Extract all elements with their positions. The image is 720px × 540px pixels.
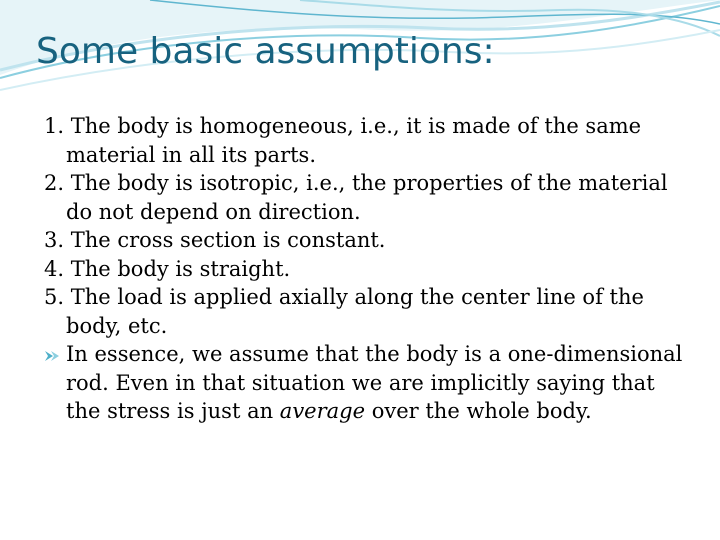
bullet-text-before: In essence, we assume that the body is a one-dimensional rod. Even in that situation we are implicitly saying that the stress is just an — [66, 342, 683, 423]
list-item-4 — [44, 255, 684, 284]
bullet-text-after: over the whole body. — [365, 399, 592, 423]
item-number: 2. — [44, 171, 65, 195]
list-item-3 — [44, 226, 684, 255]
item-text: The body is homogeneous, i.e., it is made of the same material in all its parts. — [66, 114, 642, 167]
item-text: The body is straight. — [70, 256, 291, 281]
item-text: The body is isotropic, i.e., the properties of the material do not depend on direction. — [66, 171, 668, 224]
list-item-5 — [44, 283, 684, 340]
item-text: The cross section is constant. — [70, 228, 386, 252]
item-text: The load is applied axially along the center line of the body, etc. — [66, 285, 644, 338]
item-number: 5. — [44, 285, 65, 309]
item-number: 1. — [44, 114, 65, 138]
slide-title: Some basic assumptions: — [36, 31, 495, 72]
list-item-1 — [44, 112, 684, 169]
bullet-item — [44, 340, 684, 426]
item-number: 3. — [44, 228, 65, 252]
emphasis-average: average — [279, 399, 366, 423]
arrow-bullet-icon — [44, 350, 60, 362]
item-number: 4. — [44, 256, 65, 281]
assumption-list — [44, 112, 684, 426]
list-item-2 — [44, 169, 684, 226]
